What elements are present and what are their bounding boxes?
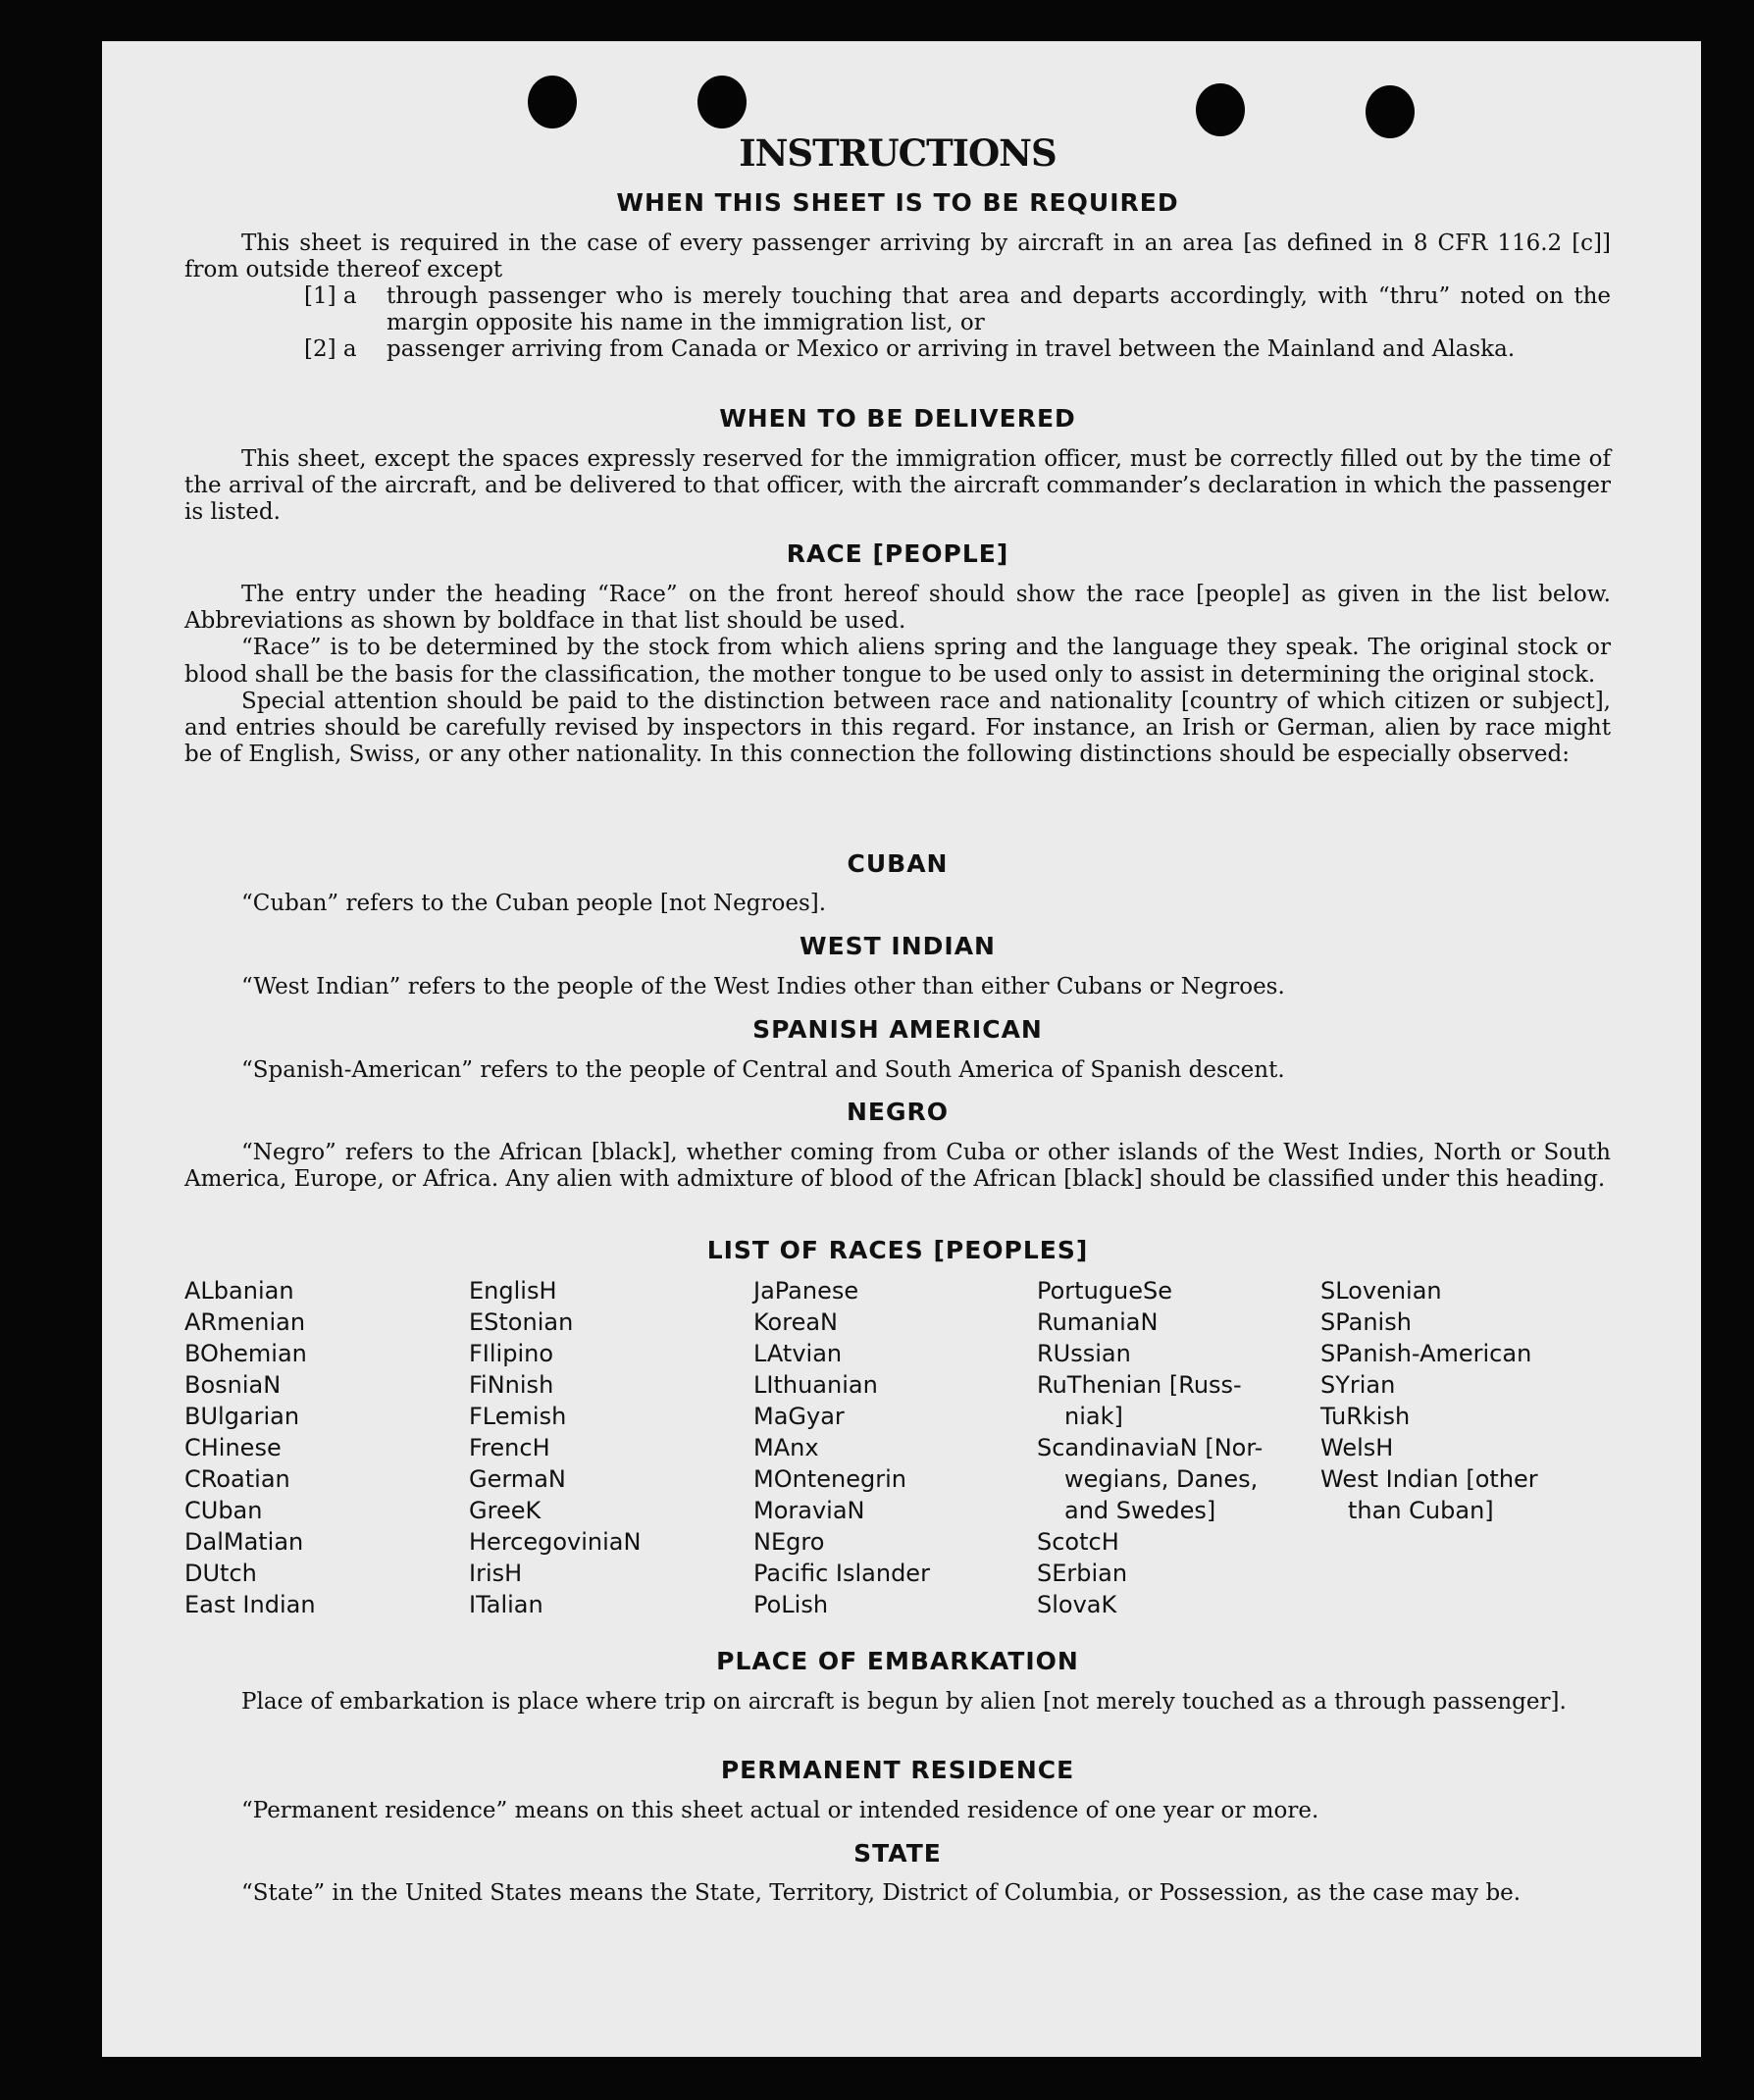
race-entry: CRoatian	[184, 1465, 290, 1493]
race-entry: CHinese	[184, 1434, 282, 1461]
exception-marker: [1] a	[304, 283, 357, 309]
heading-negro: NEGRO	[846, 1098, 950, 1126]
race-entry: MoraviaN	[753, 1497, 865, 1524]
race-entry: ARmenian	[184, 1308, 306, 1336]
race-entry: PortugueSe	[1037, 1277, 1172, 1305]
race-entry: KoreaN	[753, 1308, 838, 1336]
race-entry: FrencH	[469, 1434, 550, 1461]
paragraph-when-delivered	[184, 446, 1611, 527]
state-text: “State” in the United States means the State, Territory, District of Columbia, or Possession, as the case may be.	[241, 1880, 1522, 1906]
race-entry: LAtvian	[753, 1340, 843, 1367]
race-entry: EnglisH	[469, 1277, 557, 1305]
race-entry: DUtch	[184, 1560, 257, 1587]
race-entry: SPanish-American	[1320, 1340, 1532, 1367]
race-entry: RUssian	[1037, 1340, 1131, 1367]
document-page	[102, 41, 1701, 2057]
race-paragraph-1: The entry under the heading “Race” on the front hereof should show the race [people] as given in the list below. Abbreviations as shown by boldface in that list should be used.	[184, 582, 1611, 635]
heading-race: RACE [PEOPLE]	[786, 539, 1009, 568]
heading-when-required: WHEN THIS SHEET IS TO BE REQUIRED	[616, 188, 1179, 217]
race-entry: PoLish	[753, 1591, 829, 1618]
delivered-text: This sheet, except the spaces expressly reserved for the immigration officer, must be correctly filled out by the time of the arrival of the aircraft, and be delivered to that officer, with the aircraft commander’s declaration in which the passenger is listed.	[184, 446, 1611, 526]
race-entry: MOntenegrin	[753, 1465, 906, 1493]
exception-item	[184, 283, 1611, 336]
race-entry: MaGyar	[753, 1403, 845, 1430]
heading-spanish-american: SPANISH AMERICAN	[752, 1015, 1043, 1044]
race-entry: JaPanese	[753, 1277, 859, 1305]
race-entry: BosniaN	[184, 1371, 282, 1399]
paragraph-when-required	[184, 230, 1611, 283]
race-entry: RuThenian [Russ-	[1037, 1371, 1242, 1399]
west-indian-text: “West Indian” refers to the people of the West Indies other than either Cubans or Negroes.	[241, 974, 1285, 999]
heading-when-delivered: WHEN TO BE DELIVERED	[719, 404, 1076, 433]
race-entry: HercegoviniaN	[469, 1528, 642, 1556]
paragraph-cuban	[184, 891, 1611, 917]
races-column-4	[1037, 1275, 1263, 1620]
race-entry: niak]	[1064, 1403, 1123, 1430]
race-entry: wegians, Danes,	[1064, 1465, 1259, 1493]
paragraph-west-indian	[184, 974, 1611, 1000]
race-entry: SlovaK	[1037, 1591, 1117, 1618]
embarkation-text: Place of embarkation is place where trip on aircraft is begun by alien [not merely touched as a through passenger].	[241, 1689, 1567, 1715]
exception-list	[184, 283, 1611, 364]
race-entry: East Indian	[184, 1591, 316, 1618]
race-entry: GreeK	[469, 1497, 542, 1524]
exception-marker: [2] a	[304, 336, 357, 363]
residence-text: “Permanent residence” means on this sheet actual or intended residence of one year or more.	[241, 1798, 1319, 1823]
race-entry: RumaniaN	[1037, 1308, 1159, 1336]
race-entry: BOhemian	[184, 1340, 307, 1367]
paragraph-negro	[184, 1140, 1611, 1193]
race-entry: ScandinaviaN [Nor-	[1037, 1434, 1264, 1461]
race-entry: and Swedes]	[1064, 1497, 1216, 1524]
races-column-1	[184, 1275, 316, 1620]
race-entry: WelsH	[1320, 1434, 1394, 1461]
heading-west-indian: WEST INDIAN	[800, 932, 996, 960]
race-entry: GermaN	[469, 1465, 566, 1493]
race-entry: IrisH	[469, 1560, 523, 1587]
negro-text: “Negro” refers to the African [black], whether coming from Cuba or other islands of the West Indies, North or South America, Europe, or Africa. Any alien with admixture of blood of the African [black] should be classified under this heading.	[184, 1140, 1611, 1193]
race-entry: ALbanian	[184, 1277, 294, 1305]
races-column-2	[469, 1275, 641, 1620]
page-title: INSTRUCTIONS	[739, 131, 1057, 175]
race-entry: CUban	[184, 1497, 263, 1524]
race-entry: EStonian	[469, 1308, 574, 1336]
race-entry: FiNnish	[469, 1371, 554, 1399]
race-entry: ScotcH	[1037, 1528, 1119, 1556]
race-entry: SErbian	[1037, 1560, 1128, 1587]
race-entry: ITalian	[469, 1591, 543, 1618]
race-paragraph-2: “Race” is to be determined by the stock from which aliens spring and the language they speak. The original stock or blood shall be the basis for the classification, the mother tongue to be used only to assist in determining the original stock.	[184, 635, 1611, 688]
race-entry: than Cuban]	[1348, 1497, 1494, 1524]
race-entry: BUlgarian	[184, 1403, 300, 1430]
required-intro: This sheet is required in the case of every passenger arriving by aircraft in an area [as defined in 8 CFR 116.2 [c]] from outside thereof except	[184, 230, 1611, 283]
paragraph-race	[184, 582, 1611, 768]
race-entry: FIlipino	[469, 1340, 554, 1367]
race-entry: TuRkish	[1320, 1403, 1411, 1430]
race-entry: FLemish	[469, 1403, 567, 1430]
race-entry: SPanish	[1320, 1308, 1412, 1336]
heading-cuban: CUBAN	[847, 849, 949, 878]
heading-state: STATE	[853, 1839, 942, 1868]
race-entry: West Indian [other	[1320, 1465, 1538, 1493]
exception-item	[184, 336, 1611, 363]
race-entry: SLovenian	[1320, 1277, 1442, 1305]
race-entry: SYrian	[1320, 1371, 1396, 1399]
exception-text: passenger arriving from Canada or Mexico or arriving in travel between the Mainland and Alaska.	[387, 336, 1516, 363]
punch-hole	[1196, 83, 1245, 136]
race-entry: LIthuanian	[753, 1371, 878, 1399]
race-entry: NEgro	[753, 1528, 825, 1556]
races-column-5	[1320, 1275, 1538, 1526]
spanish-american-text: “Spanish-American” refers to the people of Central and South America of Spanish descent.	[241, 1057, 1285, 1083]
punch-hole	[1366, 85, 1415, 138]
races-column-3	[753, 1275, 930, 1620]
exception-text: through passenger who is merely touching that area and departs accordingly, with “thru” noted on the margin opposite his name in the immigration list, or	[387, 283, 1611, 336]
race-entry: Pacific Islander	[753, 1560, 930, 1587]
heading-list-of-races: LIST OF RACES [PEOPLES]	[706, 1236, 1089, 1264]
heading-place-of-embarkation: PLACE OF EMBARKATION	[716, 1647, 1079, 1675]
race-entry: DalMatian	[184, 1528, 304, 1556]
paragraph-embarkation	[184, 1689, 1611, 1716]
race-entry: MAnx	[753, 1434, 819, 1461]
cuban-text: “Cuban” refers to the Cuban people [not Negroes].	[241, 891, 827, 916]
punch-hole	[528, 76, 577, 128]
race-paragraph-3: Special attention should be paid to the distinction between race and nationality [country of which citizen or subject], and entries should be carefully revised by inspectors in this regard. For instance, an Irish or German, alien by race might be of English, Swiss, or any other nationality. In this connection the following distinctions should be especially observed:	[184, 688, 1611, 768]
paragraph-residence	[184, 1798, 1611, 1824]
heading-permanent-residence: PERMANENT RESIDENCE	[720, 1756, 1075, 1784]
punch-hole	[697, 76, 747, 128]
paragraph-state	[184, 1880, 1611, 1907]
paragraph-spanish-american	[184, 1057, 1611, 1084]
